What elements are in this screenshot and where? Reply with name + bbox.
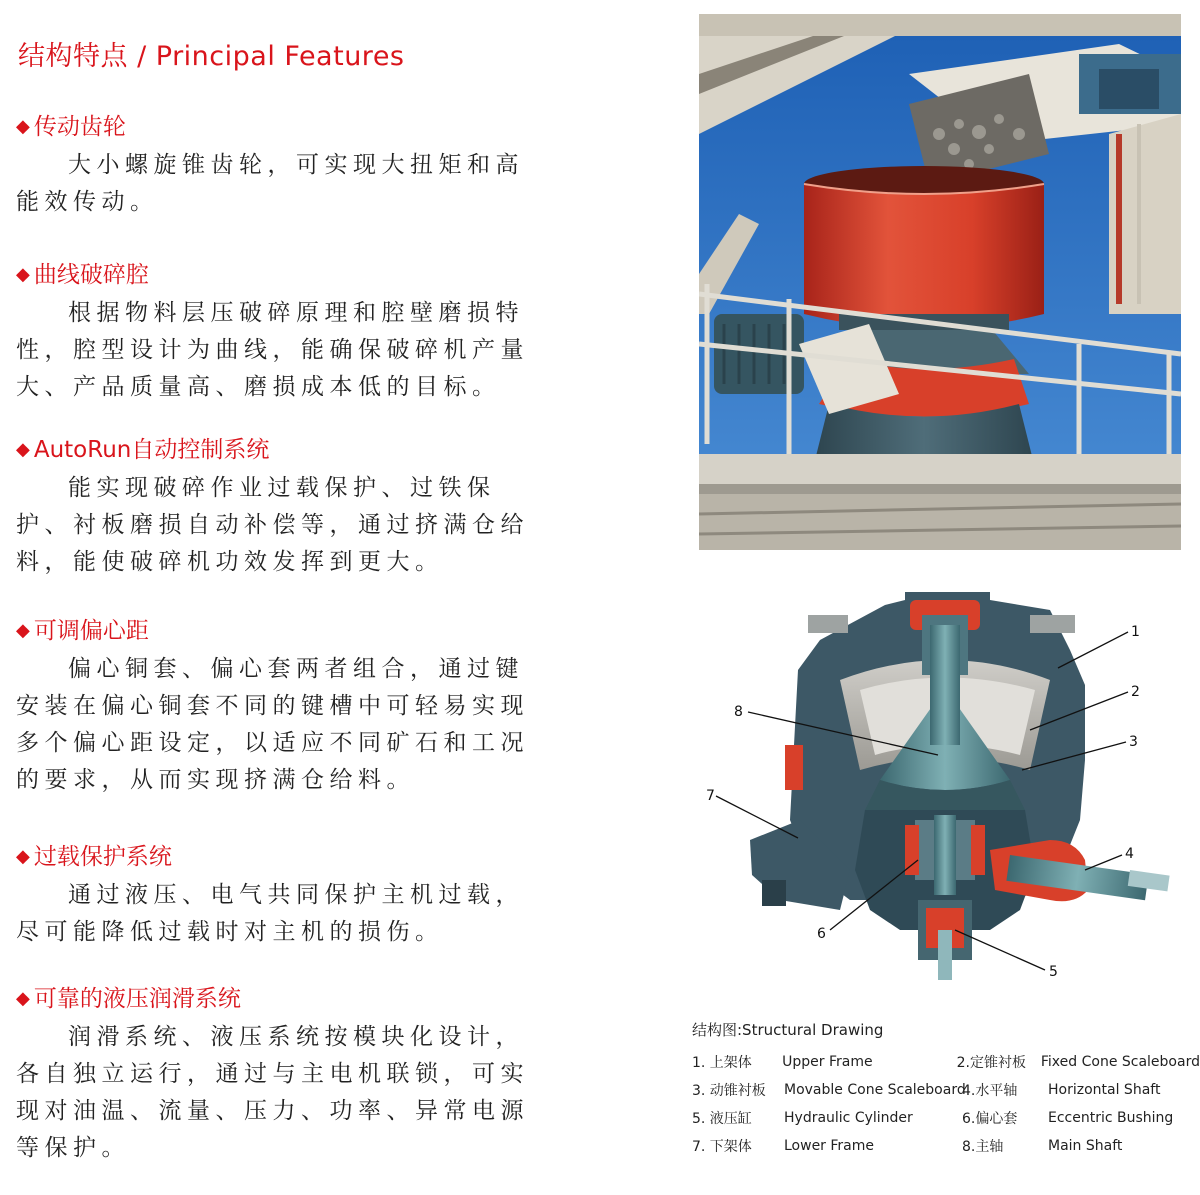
diamond-bullet-icon: ◆ (16, 620, 30, 641)
callout-7: 7 (706, 788, 715, 804)
callout-4: 4 (1125, 846, 1134, 862)
cone-crusher-cutaway-illustration (690, 570, 1200, 1010)
diamond-bullet-icon: ◆ (16, 439, 30, 460)
legend-part-cn: 5. 液压缸 (692, 1111, 752, 1127)
feature-title: ◆ 可靠的液压润滑系统 (16, 986, 241, 1012)
legend-row (692, 1104, 1200, 1132)
feature-curved-chamber (16, 261, 536, 406)
callout-6: 6 (817, 926, 826, 942)
legend-part-cn: 3. 动锥衬板 (692, 1083, 766, 1099)
legend-part-en: Lower Frame (784, 1138, 875, 1154)
diamond-bullet-icon: ◆ (16, 846, 30, 867)
feature-body: 通过液压、电气共同保护主机过载，尽可能降低过载时对主机的损伤。 (16, 882, 524, 945)
feature-title: ◆ 过载保护系统 (16, 844, 172, 870)
legend-part-cn: 6.偏心套 (962, 1111, 1018, 1127)
feature-title: ◆ 传动齿轮 (16, 114, 126, 140)
feature-body: 润滑系统、液压系统按模块化设计，各自独立运行，通过与主电机联锁，可实现对油温、流量、压力、功率、异常电源等保护。 (16, 1024, 529, 1161)
callout-3: 3 (1129, 734, 1138, 750)
legend-part-cn: 7. 下架体 (692, 1139, 752, 1155)
feature-body: 能实现破碎作业过载保护、过铁保护、衬板磨损自动补偿等，通过挤满仓给料，能使破碎机功效发挥到更大。 (16, 475, 529, 575)
feature-hydraulic-lubrication (16, 985, 536, 1167)
feature-autorun-control (16, 436, 536, 581)
crusher-photo (699, 14, 1181, 550)
feature-body: 大小螺旋锥齿轮，可实现大扭矩和高能效传动。 (16, 152, 524, 215)
legend-part-en: Eccentric Bushing (1048, 1110, 1174, 1126)
callout-1: 1 (1131, 624, 1140, 640)
diamond-bullet-icon: ◆ (16, 264, 30, 285)
feature-title: ◆ 可调偏心距 (16, 618, 149, 644)
structural-drawing (690, 570, 1200, 1010)
feature-body: 偏心铜套、偏心套两者组合，通过键安装在偏心铜套不同的键槽中可轻易实现多个偏心距设定，以适应不同矿石和工况的要求，从而实现挤满仓给料。 (16, 656, 529, 793)
callout-2: 2 (1131, 684, 1140, 700)
legend-part-en: Fixed Cone Scaleboard (1040, 1054, 1200, 1070)
legend-row (692, 1048, 1200, 1076)
legend-row (692, 1132, 1200, 1160)
legend-table (692, 1048, 1200, 1160)
legend-part-en: Movable Cone Scaleboard (784, 1082, 966, 1098)
diamond-bullet-icon: ◆ (16, 988, 30, 1009)
feature-title: ◆ 曲线破碎腔 (16, 262, 149, 288)
diamond-bullet-icon: ◆ (16, 116, 30, 137)
feature-body: 根据物料层压破碎原理和腔壁磨损特性，腔型设计为曲线，能确保破碎机产量大、产品质量高、磨损成本低的目标。 (16, 300, 529, 400)
legend-part-en: Upper Frame (782, 1054, 873, 1070)
page-title: 结构特点 / Principal Features (18, 41, 405, 72)
legend-part-cn: 2.定锥衬板 (956, 1055, 1026, 1071)
legend-title: 结构图:Structural Drawing (692, 1021, 884, 1039)
callout-5: 5 (1049, 964, 1058, 980)
legend-part-en: Hydraulic Cylinder (784, 1110, 913, 1126)
feature-overload-protection (16, 843, 536, 951)
feature-title: ◆ AutoRun自动控制系统 (16, 437, 270, 463)
legend-row (692, 1076, 1200, 1104)
callout-8: 8 (734, 704, 743, 720)
feature-transmission-gear (16, 113, 536, 221)
legend-part-cn: 4.水平轴 (962, 1083, 1018, 1099)
legend-part-en: Horizontal Shaft (1048, 1082, 1161, 1098)
legend-part-cn: 1. 上架体 (692, 1055, 752, 1071)
crusher-photo-illustration (699, 14, 1181, 550)
legend-part-cn: 8.主轴 (962, 1139, 1004, 1155)
legend-part-en: Main Shaft (1048, 1138, 1123, 1154)
feature-adjustable-eccentricity (16, 617, 536, 799)
